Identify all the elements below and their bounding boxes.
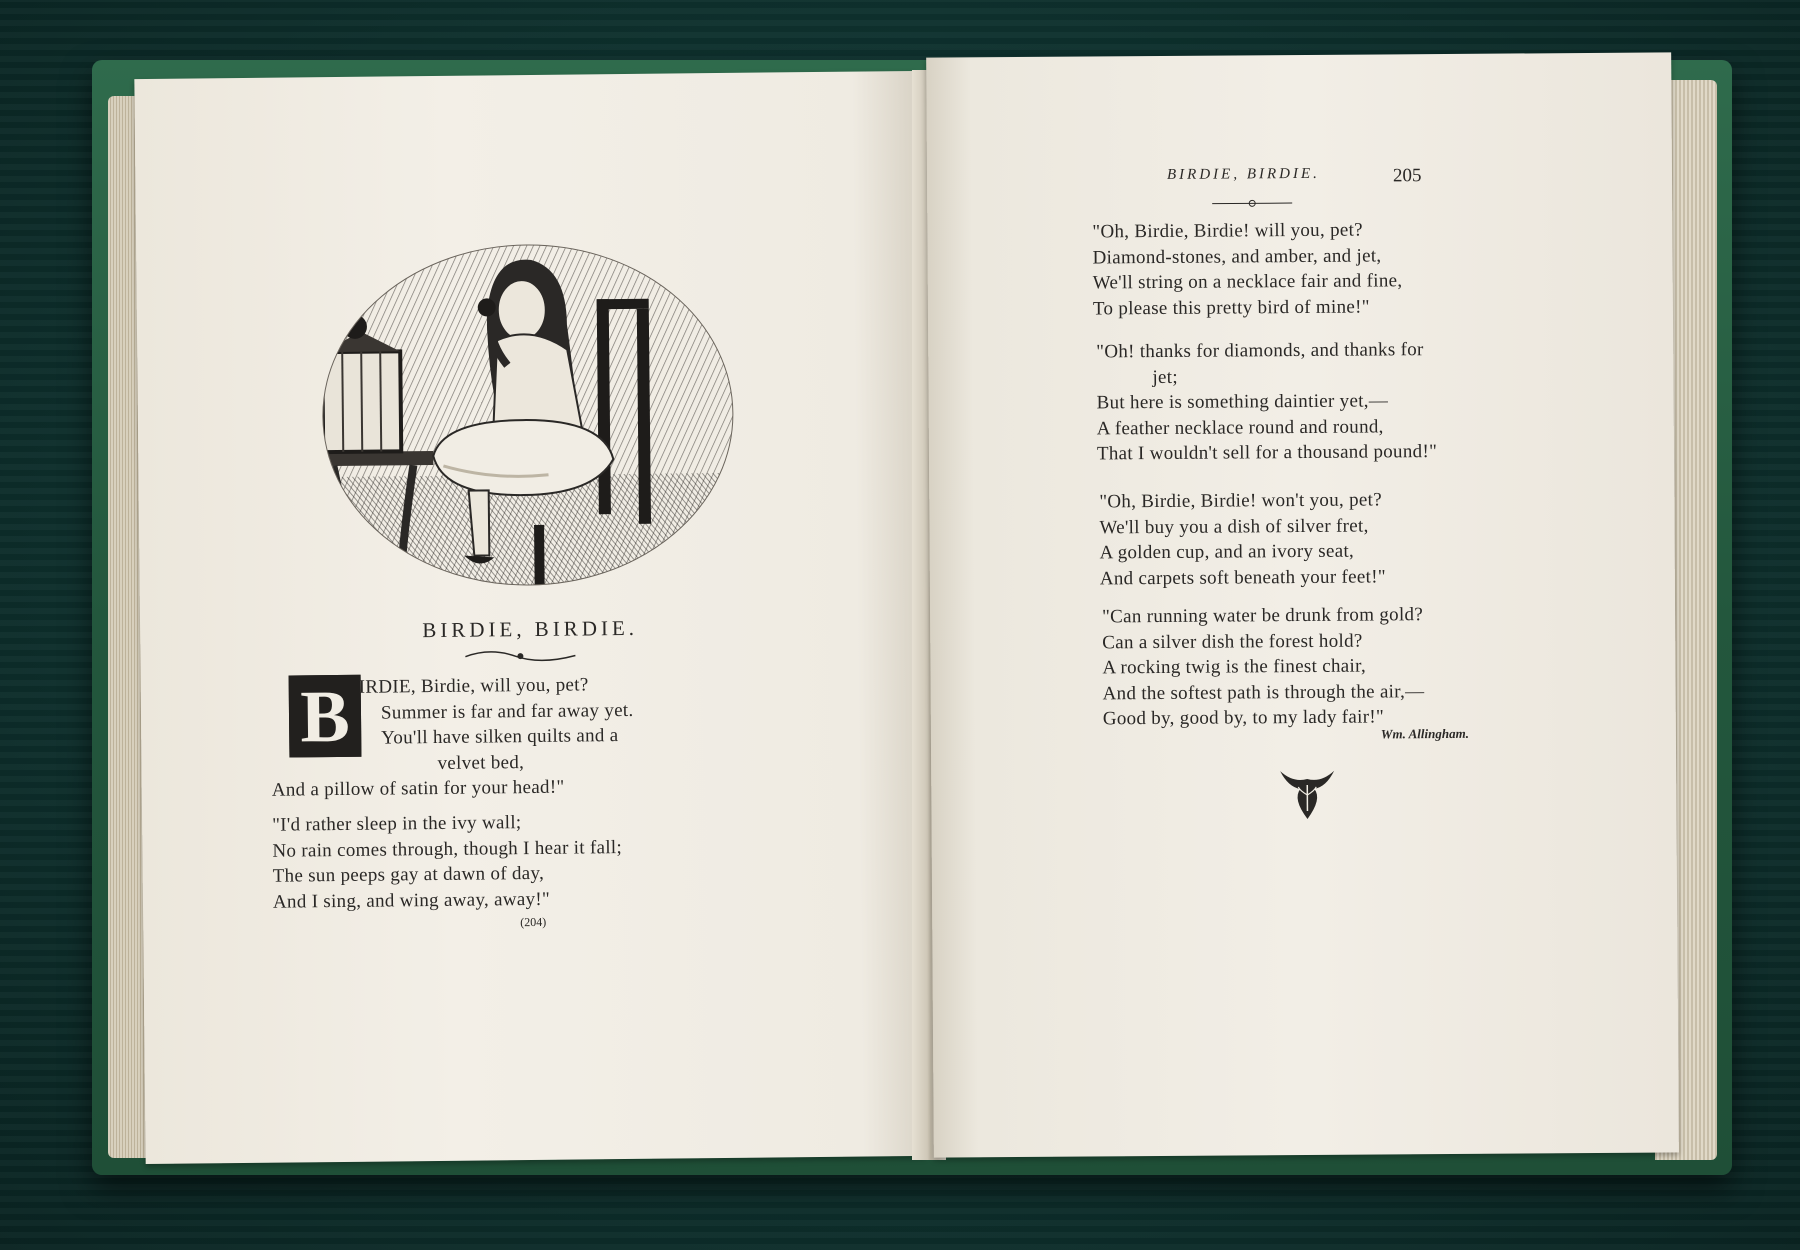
verse-line: A golden cup, and an ivory seat, <box>1099 540 1355 564</box>
verse-line: But here is something daintier yet,— <box>1096 390 1389 414</box>
verse-line: jet; <box>1152 366 1178 388</box>
verse-line: We'll string on a necklace fair and fine, <box>1092 270 1403 294</box>
verse-line: IRDIE, Birdie, will you, pet? <box>358 674 589 698</box>
verse-line: Diamond-stones, and amber, and jet, <box>1092 244 1382 268</box>
verse-line: Summer is far and far away yet. <box>380 699 634 724</box>
poem-title: BIRDIE, BIRDIE. <box>422 615 639 643</box>
verse-line: "Can running water be drunk from gold? <box>1102 604 1424 628</box>
verse-line: And I sing, and wing away, away!" <box>272 888 551 913</box>
stanza-2 <box>272 809 623 915</box>
verse-line: Good by, good by, to my lady fair!" <box>1102 706 1385 730</box>
verse-line: You'll have silken quilts and a <box>381 725 619 749</box>
verse-line: A feather necklace round and round, <box>1096 415 1384 439</box>
stanza-3 <box>1099 487 1386 591</box>
verse-line: No rain comes through, though I hear it fall; <box>272 836 623 862</box>
stanza-4 <box>1102 602 1425 732</box>
girl-with-birdcage-illustration <box>291 223 765 598</box>
verse-line: And a pillow of satin for your head!" <box>271 776 565 801</box>
ornament-flourish <box>1210 197 1294 210</box>
drop-cap <box>289 675 362 758</box>
verse-line: "Oh! thanks for diamonds, and thanks for <box>1096 339 1424 363</box>
verse-line: And the softest path is through the air,— <box>1102 680 1425 704</box>
right-page <box>926 52 1679 1157</box>
verse-line: That I wouldn't sell for a thousand pound!" <box>1096 441 1438 465</box>
verse-line: "I'd rather sleep in the ivy wall; <box>272 812 522 836</box>
page-number: 205 <box>1392 165 1422 187</box>
verse-line: "Oh, Birdie, Birdie! will you, pet? <box>1092 219 1363 243</box>
ornament-flourish <box>460 646 580 665</box>
page-folio: (204) <box>520 914 547 930</box>
verse-line: A rocking twig is the finest chair, <box>1102 655 1367 679</box>
author-attribution: Wm. Allingham. <box>1380 725 1469 742</box>
stanza-1 <box>271 672 635 802</box>
verse-line: Can a silver dish the forest hold? <box>1102 630 1363 653</box>
stanza-1 <box>1092 217 1402 321</box>
leaf-tailpiece-icon <box>1278 765 1336 821</box>
running-head: BIRDIE, BIRDIE. <box>1166 165 1320 183</box>
verse-line: The sun peeps gay at dawn of day, <box>272 862 545 887</box>
drop-cap-letter: B <box>299 675 351 759</box>
verse-line: velvet bed, <box>437 751 525 774</box>
left-page <box>134 71 925 1164</box>
verse-line: We'll buy you a dish of silver fret, <box>1099 515 1369 538</box>
verse-line: "Oh, Birdie, Birdie! won't you, pet? <box>1099 489 1382 513</box>
verse-line: To please this pretty bird of mine!" <box>1092 296 1370 319</box>
verse-line: And carpets soft beneath your feet!" <box>1099 565 1386 589</box>
stanza-2 <box>1096 337 1437 467</box>
